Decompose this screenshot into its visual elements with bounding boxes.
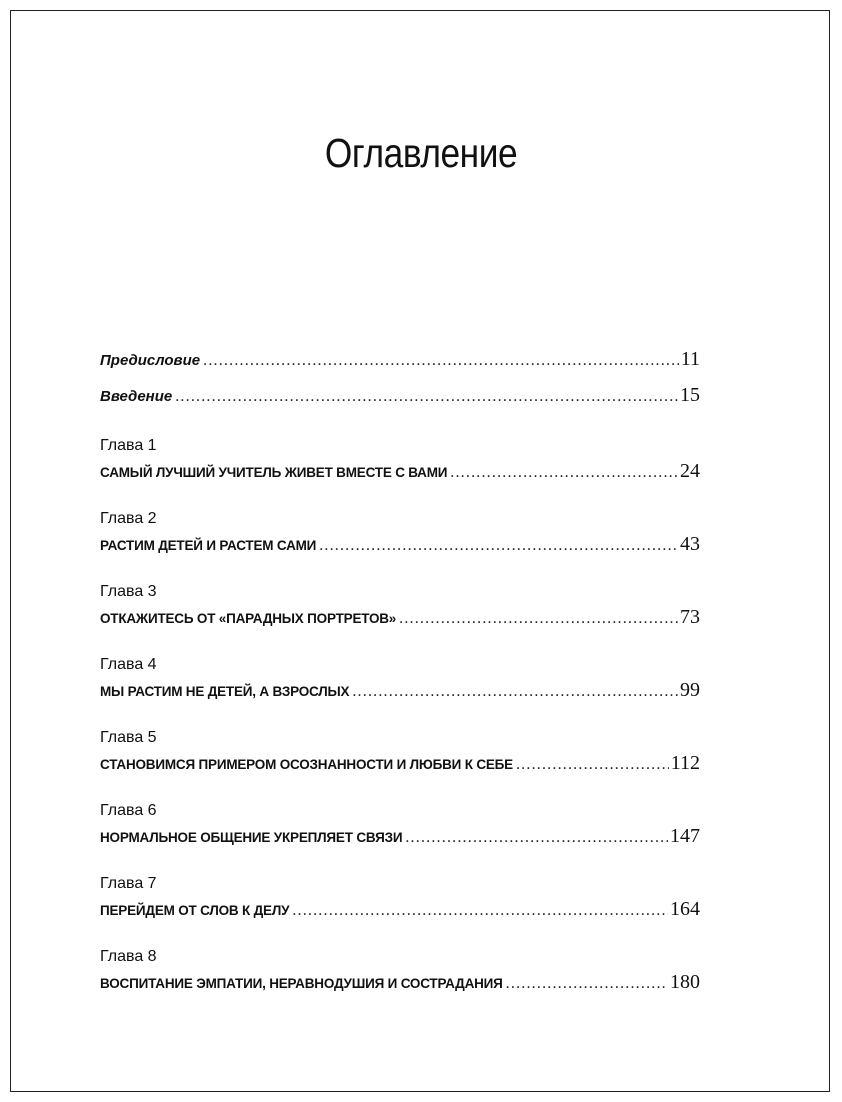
chapter-page: 180 xyxy=(670,971,700,993)
toc-chapter-1 xyxy=(100,436,700,483)
chapter-title: ВОСПИТАНИЕ ЭМПАТИИ, НЕРАВНОДУШИЯ И СОСТРАДАНИЯ xyxy=(100,976,503,991)
toc-entry-chapter-5[interactable] xyxy=(100,752,700,775)
chapter-page: 43 xyxy=(680,533,700,555)
dot-leader xyxy=(516,756,669,774)
chapter-number: Глава 5 xyxy=(100,729,157,746)
toc-entry-page: 11 xyxy=(680,348,700,370)
toc-chapter-5 xyxy=(100,728,700,775)
chapter-title: МЫ РАСТИМ НЕ ДЕТЕЙ, А ВЗРОСЛЫХ xyxy=(100,684,350,699)
toc-chapter-3 xyxy=(100,582,700,629)
toc-entry-chapter-2[interactable] xyxy=(100,533,700,556)
chapter-title: САМЫЙ ЛУЧШИЙ УЧИТЕЛЬ ЖИВЕТ ВМЕСТЕ С ВАМИ xyxy=(100,465,448,480)
dot-leader xyxy=(319,537,678,555)
chapter-number: Глава 1 xyxy=(100,437,157,454)
chapter-number: Глава 4 xyxy=(100,656,157,673)
toc-chapter-7 xyxy=(100,874,700,921)
dot-leader xyxy=(399,610,678,628)
toc-entry-page: 15 xyxy=(680,384,700,406)
toc-entry-chapter-7[interactable] xyxy=(100,898,700,921)
chapter-number: Глава 7 xyxy=(100,875,157,892)
toc-entry-label: Введение xyxy=(100,388,173,405)
chapter-title: РАСТИМ ДЕТЕЙ И РАСТЕМ САМИ xyxy=(100,538,317,553)
toc-chapter-6 xyxy=(100,801,700,848)
dot-leader xyxy=(292,902,668,920)
toc-entry-introduction[interactable] xyxy=(100,384,700,410)
chapter-page: 24 xyxy=(680,460,700,482)
toc-entry-chapter-1[interactable] xyxy=(100,460,700,483)
chapter-title: НОРМАЛЬНОЕ ОБЩЕНИЕ УКРЕПЛЯЕТ СВЯЗИ xyxy=(100,830,403,845)
toc-entry-label: Предисловие xyxy=(100,352,201,369)
chapter-page: 164 xyxy=(670,898,700,920)
chapter-page: 99 xyxy=(680,679,700,701)
chapter-page: 112 xyxy=(670,752,700,774)
chapter-number: Глава 3 xyxy=(100,583,157,600)
chapter-title: ОТКАЖИТЕСЬ ОТ «ПАРАДНЫХ ПОРТРЕТОВ» xyxy=(100,611,397,626)
dot-leader xyxy=(506,975,668,993)
toc-entry-preface[interactable] xyxy=(100,348,700,374)
table-of-contents xyxy=(100,340,700,994)
chapter-title: ПЕРЕЙДЕМ ОТ СЛОВ К ДЕЛУ xyxy=(100,903,290,918)
chapter-number: Глава 8 xyxy=(100,948,157,965)
toc-entry-chapter-6[interactable] xyxy=(100,825,700,848)
chapter-page: 73 xyxy=(680,606,700,628)
toc-entry-chapter-3[interactable] xyxy=(100,606,700,629)
dot-leader xyxy=(203,352,679,370)
toc-entry-chapter-8[interactable] xyxy=(100,971,700,994)
page-title: Оглавление xyxy=(324,130,518,176)
toc-chapter-2 xyxy=(100,509,700,556)
dot-leader xyxy=(450,464,678,482)
dot-leader xyxy=(352,683,678,701)
chapter-number: Глава 6 xyxy=(100,802,157,819)
chapter-title: СТАНОВИМСЯ ПРИМЕРОМ ОСОЗНАННОСТИ И ЛЮБВИ К СЕБЕ xyxy=(100,757,513,772)
chapter-page: 147 xyxy=(670,825,700,847)
dot-leader xyxy=(175,388,678,406)
toc-chapter-4 xyxy=(100,655,700,702)
chapter-number: Глава 2 xyxy=(100,510,157,527)
toc-chapter-8 xyxy=(100,947,700,994)
toc-entry-chapter-4[interactable] xyxy=(100,679,700,702)
dot-leader xyxy=(405,829,668,847)
